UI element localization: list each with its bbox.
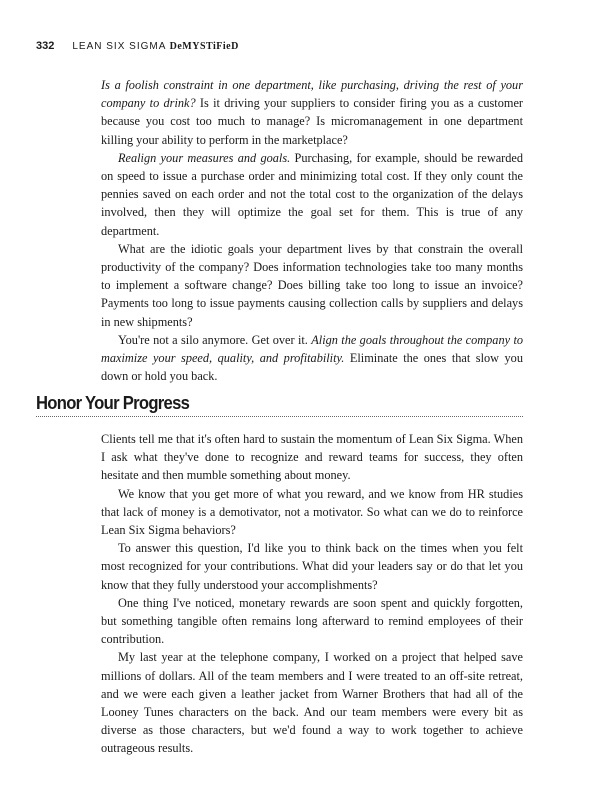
paragraph-3: What are the idiotic goals your department lives by that constrain the overall productivity of the company? Does information technologies take too many months to implement a software change? Does billing take too long to issue an invoice? Payments too long to issue payments causing collection calls by suppliers and delays in new shipments? (101, 241, 523, 329)
section-heading (36, 392, 523, 417)
section-paragraph-2: We know that you get more of what you reward, and we know from HR studies that lack of money is a demotivator, not a motivator. So what can we do to reinforce Lean Six Sigma behaviors? (101, 486, 523, 538)
paragraph-1 (101, 76, 523, 149)
section-paragraph-1: Clients tell me that it's often hard to sustain the momentum of Lean Six Sigma. When I ask what they've done to recognize and reward teams for success, they often hesitate and then mumble something about money. (101, 432, 523, 483)
section-title: Honor Your Progress (36, 392, 190, 413)
paragraph-2-rest: Purchasing, for example, should be rewarded on speed to issue a purchase order and minimizing total cost. If they only count the pennies saved on each order and not the total cost to the organization of the delays involved, then they will optimize the goal set for them. This is true of any department. (101, 150, 524, 238)
paragraph-4-emphasis: Align the goals throughout the company to maximize your speed, quality, and profitability. (101, 332, 524, 366)
section-paragraph-4: One thing I've noticed, monetary rewards are soon spent and quickly forgotten, but something tangible often remains long afterward to remind employees of their contribution. (101, 595, 523, 647)
page-number: 332 (36, 40, 55, 52)
section-paragraph-5: My last year at the telephone company, I worked on a project that helped save millions of dollars. All of the team members and I were treated to an off-site retreat, and we were each given a leather jacket from Warner Brothers that had all of the Looney Tunes characters on the back. And our team members were every bit as diverse as those characters, but we'd found a way to work together to achieve outrageous results. (101, 650, 523, 756)
section-paragraph-3: To answer this question, I'd like you to think back on the times when you felt most recognized for your contributions. What did your leaders say or do that let you know that they fully understood your accomplishments? (101, 541, 523, 592)
top-body-text (101, 76, 523, 385)
book-title-suffix: DeMYSTiFieD (169, 41, 239, 52)
paragraph-2 (101, 149, 523, 240)
paragraph-4-rest: Eliminate the ones that slow you down or hold you back. (101, 351, 523, 384)
book-title-prefix: LEAN SIX SIGMA (72, 41, 166, 52)
running-header (36, 40, 239, 52)
paragraph-2-lead: Realign your measures and goals. (118, 150, 291, 165)
section-body-text (101, 430, 523, 758)
running-head-title (72, 41, 238, 52)
paragraph-4 (101, 331, 523, 386)
paragraph-4-lead: You're not a silo anymore. Get over it. (118, 332, 312, 347)
paragraph-1-question: Is a foolish constraint in one department, like purchasing, driving the rest of your company to drink? (101, 78, 523, 111)
paragraph-1-rest: Is it driving your suppliers to consider firing you as a customer because you cost too much to manage? Is micromanagement in one department killing your ability to perform in the marketplace? (101, 96, 523, 147)
